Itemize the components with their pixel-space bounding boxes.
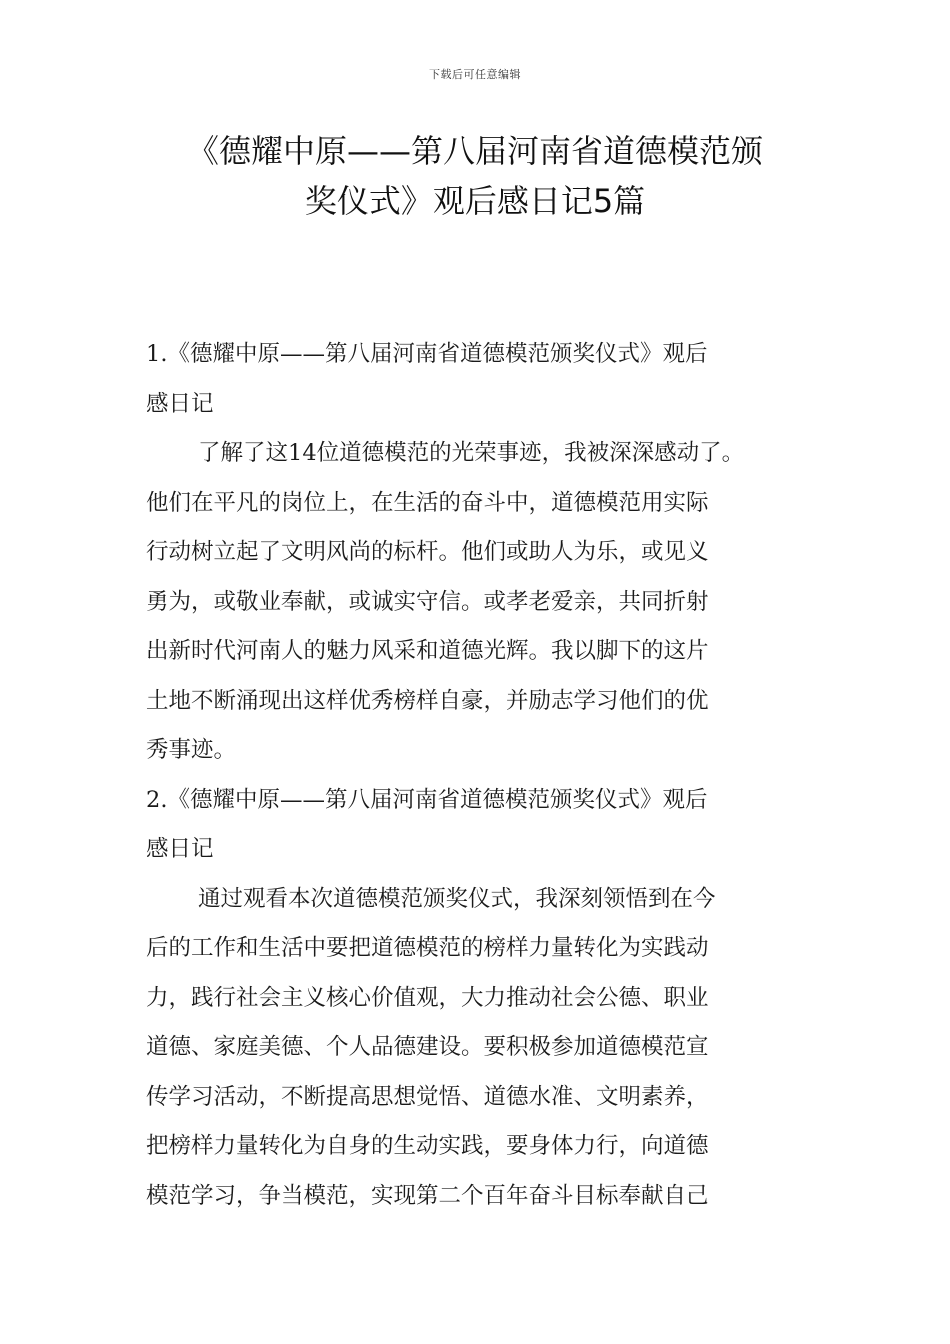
paragraph-line: 道德、家庭美德、个人品德建设。要积极参加道德模范宣 [146, 1034, 709, 1060]
document-body [146, 330, 826, 1221]
paragraph-line: 勇为，或敬业奉献，或诚实守信。或孝老爱亲，共同折射 [146, 588, 709, 615]
paragraph-line: 力，践行社会主义核心价值观，大力推动社会公德、职业 [146, 984, 709, 1011]
section-heading: 2.《德耀中原——第八届河南省道德模范颁奖仪式》观后 [146, 786, 708, 813]
header-note: 下载后可任意编辑 [429, 68, 521, 81]
paragraph-line: 土地不断涌现出这样优秀榜样自豪，并励志学习他们的优 [146, 687, 709, 714]
paragraph-line: 出新时代河南人的魅力风采和道德光辉。我以脚下的这片 [146, 638, 709, 664]
section-2 [146, 776, 826, 1222]
section-heading-cont: 感日记 [146, 390, 214, 417]
paragraph-line: 秀事迹。 [146, 737, 237, 763]
paragraph-line: 后的工作和生活中要把道德模范的榜样力量转化为实践动 [146, 935, 709, 961]
section-heading: 1.《德耀中原——第八届河南省道德模范颁奖仪式》观后 [146, 341, 708, 367]
paragraph-line: 行动树立起了文明风尚的标杆。他们或助人为乐，或见义 [146, 539, 709, 565]
paragraph-line: 了解了这14位道德模范的光荣事迹，我被深深感动了。 [198, 440, 745, 466]
document-title [120, 126, 830, 226]
paragraph-line: 把榜样力量转化为自身的生动实践，要身体力行，向道德 [146, 1133, 709, 1159]
paragraph-line: 模范学习，争当模范，实现第二个百年奋斗目标奉献自己 [146, 1182, 709, 1209]
section-heading-cont: 感日记 [146, 836, 214, 862]
title-line-2: 奖仪式》观后感日记5篇 [304, 182, 646, 220]
paragraph-line: 传学习活动，不断提高思想觉悟、道德水准、文明素养， [146, 1083, 709, 1110]
title-line-1: 《德耀中原——第八届河南省道德模范颁 [186, 132, 763, 170]
section-1 [146, 330, 826, 776]
paragraph-line: 他们在平凡的岗位上，在生活的奋斗中，道德模范用实际 [146, 489, 709, 516]
paragraph-line: 通过观看本次道德模范颁奖仪式，我深刻领悟到在今 [198, 885, 716, 912]
